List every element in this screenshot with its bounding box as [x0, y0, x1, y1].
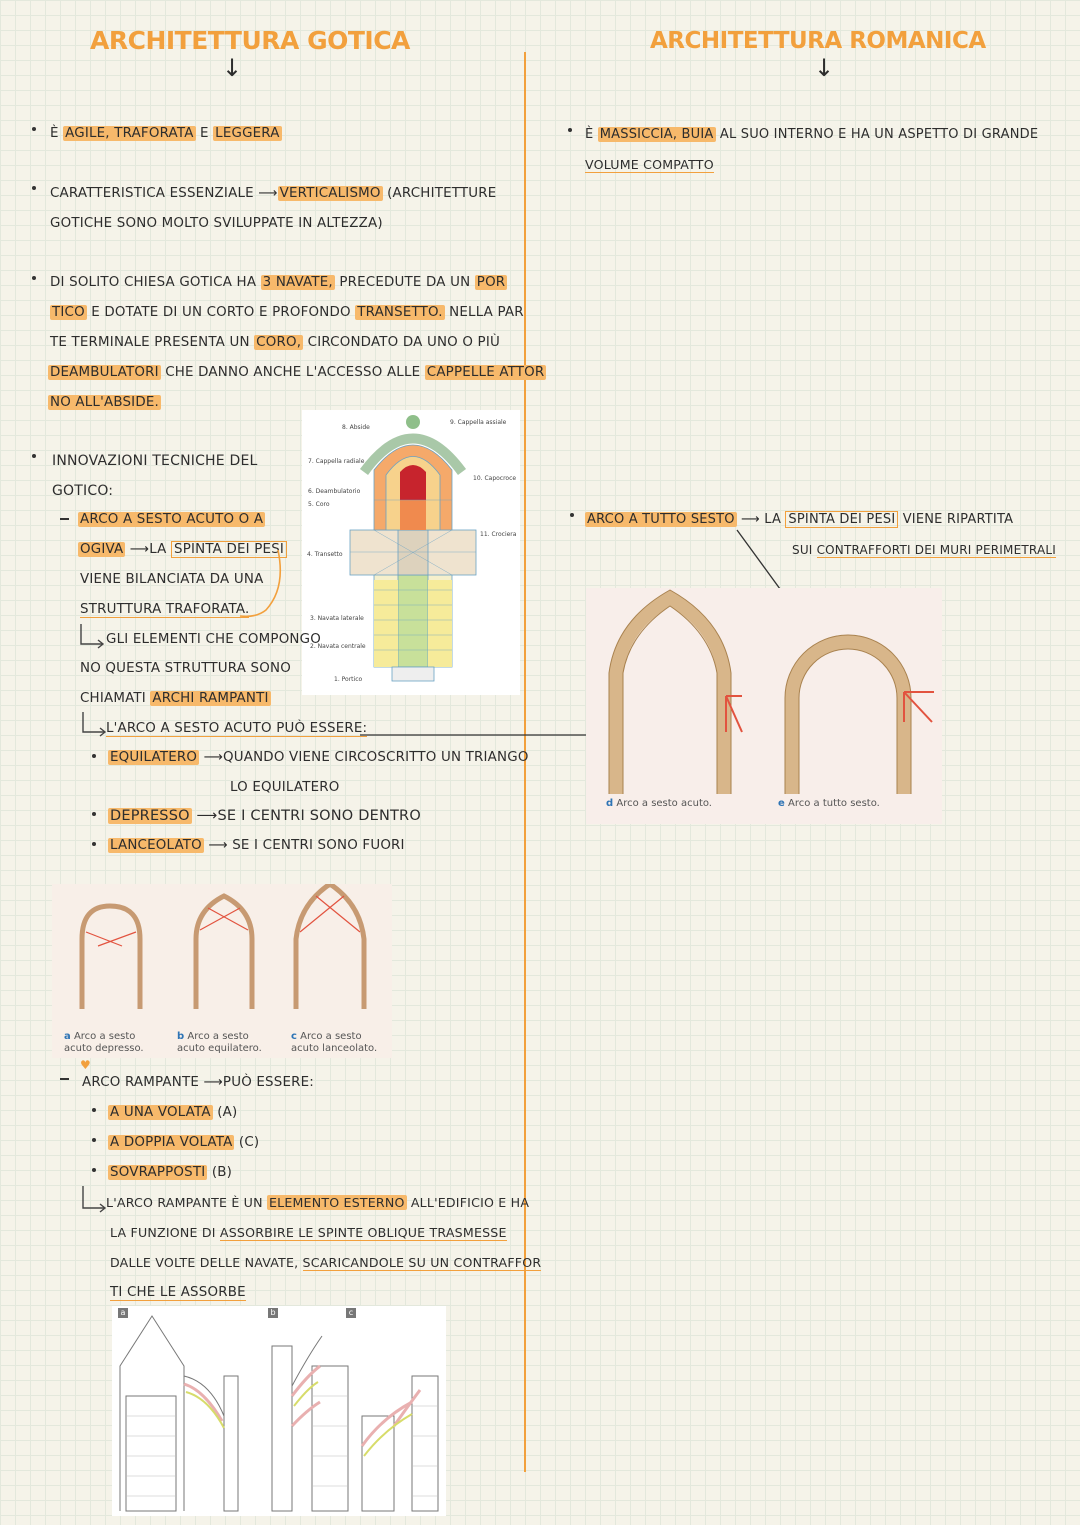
pointed-arches-figure: [52, 884, 392, 1058]
rampante-desc-2: LA FUNZIONE DI ASSORBIRE LE SPINTE OBLIQUE TRASMESSE: [110, 1225, 507, 1240]
rampante-desc-3: DALLE VOLTE DELLE NAVATE, SCARICANDOLE SU UN CONTRAFFOR: [110, 1255, 542, 1270]
plan-label-abside: 8. Abside: [342, 424, 370, 431]
caption-lanceolato: c Arco a sesto acuto lanceolato.: [291, 1031, 378, 1054]
acuto-line-2: OGIVA ⟶LA SPINTA DEI PESI: [78, 540, 287, 560]
plan-label-navata-centrale: 2. Navata centrale: [310, 643, 366, 650]
plan-label-portico: 1. Portico: [334, 676, 363, 683]
gothic-intro: È AGILE, TRAFORATA E LEGGERA: [50, 126, 280, 141]
bullet-icon: [570, 513, 574, 517]
buttress-label-c: c: [346, 1308, 356, 1318]
romanesque-title: ARCHITETTURA ROMANICA: [650, 28, 986, 54]
type-lanceolato: LANCEOLATO ⟶ SE I CENTRI SONO FUORI: [110, 838, 405, 853]
plan-label-capocroce: 10. Capocroce: [473, 475, 517, 482]
acuto-line-3: VIENE BILANCIATA DA UNA: [80, 572, 264, 587]
rampante-desc-1: L'ARCO RAMPANTE È UN ELEMENTO ESTERNO ALL'EDIFICIO E HA: [106, 1195, 530, 1210]
plan-label-coro: 5. Coro: [308, 501, 330, 508]
plan-label-transetto: 4. Transetto: [307, 551, 343, 558]
caption-depresso: a Arco a sesto acuto depresso.: [64, 1031, 144, 1054]
bullet-icon: [92, 842, 96, 846]
arch-comparison-figure: [586, 588, 942, 824]
cathedral-plan-figure: [302, 410, 520, 695]
romanesque-intro: È MASSICCIA, BUIA AL SUO INTERNO E HA UN ASPETTO DI GRANDE: [585, 127, 1039, 142]
down-arrow-icon: ↓: [222, 54, 243, 82]
romanesque-intro-cont: VOLUME COMPATTO: [585, 157, 714, 172]
type-equilatero: EQUILATERO ⟶QUANDO VIENE CIRCOSCRITTO UN TRIANGO: [110, 750, 529, 765]
cathedral-plan-svg: [302, 410, 520, 695]
pointed-arches-svg: [52, 884, 392, 1014]
plan-text-5: NO ALL'ABSIDE.: [50, 395, 159, 410]
plan-text-3: TE TERMINALE PRESENTA UN CORO, CIRCONDATO DA UNO O PIÙ: [50, 335, 500, 350]
bullet-icon: [92, 1108, 96, 1112]
bullet-icon: [568, 128, 572, 132]
bullet-icon: [32, 127, 36, 131]
bullet-icon: [92, 812, 96, 816]
plan-label-deambulatorio: 6. Deambulatorio: [308, 488, 361, 495]
type-depresso: DEPRESSO ⟶SE I CENTRI SONO DENTRO: [110, 808, 421, 824]
buttress-label-a: a: [118, 1308, 128, 1318]
bullet-icon: [32, 186, 36, 190]
acuto-line-1: ARCO A SESTO ACUTO O A: [80, 512, 264, 527]
plan-text-1: DI SOLITO CHIESA GOTICA HA 3 NAVATE, PRECEDUTE DA UN POR: [50, 275, 506, 290]
caption-tutto-sesto: e Arco a tutto sesto.: [778, 798, 880, 809]
bullet-icon: [92, 754, 96, 758]
gothic-characteristic-cont: GOTICHE SONO MOLTO SVILUPPATE IN ALTEZZA): [50, 216, 383, 231]
bullet-icon: [32, 276, 36, 280]
acuto-line-7: CHIAMATI ARCHI RAMPANTI: [80, 691, 269, 706]
plan-text-2: TICO E DOTATE DI UN CORTO E PROFONDO TRANSETTO. NELLA PAR: [52, 305, 524, 320]
plan-label-cappella-assiale: 9. Cappella assiale: [450, 419, 507, 426]
rampante-line-1: ARCO RAMPANTE ⟶PUÒ ESSERE:: [82, 1075, 314, 1090]
rampante-type-3: SOVRAPPOSTI (B): [110, 1165, 233, 1180]
caption-sesto-acuto: d Arco a sesto acuto.: [606, 798, 712, 809]
down-arrow-icon: ↓: [814, 54, 835, 82]
flying-buttress-svg: [112, 1306, 446, 1516]
acuto-line-6: NO QUESTA STRUTTURA SONO: [80, 661, 291, 676]
return-arrow-icon: [78, 622, 108, 650]
innovations-title: INNOVAZIONI TECNICHE DEL: [52, 453, 258, 469]
bullet-icon: [92, 1138, 96, 1142]
bullet-icon: [32, 454, 36, 458]
gothic-title: ARCHITETTURA GOTICA: [90, 26, 410, 55]
rampante-type-2: A DOPPIA VOLATA (C): [110, 1135, 260, 1150]
rampante-type-1: A UNA VOLATA (A): [110, 1105, 238, 1120]
gothic-characteristic: CARATTERISTICA ESSENZIALE ⟶ VERTICALISMO (ARCHITETTURE: [50, 186, 497, 201]
long-arrow: [360, 728, 612, 742]
acuto-line-4: STRUTTURA TRAFORATA.: [80, 602, 250, 617]
arch-comparison-svg: [586, 588, 942, 794]
buttress-label-b: b: [268, 1308, 278, 1318]
bullet-icon: [92, 1168, 96, 1172]
romanesque-arch: ARCO A TUTTO SESTO ⟶ LA SPINTA DEI PESI VIENE RIPARTITA: [587, 512, 1014, 527]
rampante-desc-4: TI CHE LE ASSORBE: [110, 1285, 246, 1300]
heart-icon: ♥: [80, 1058, 91, 1072]
dash-icon: [60, 1078, 69, 1080]
innovations-title-cont: GOTICO:: [52, 483, 114, 499]
romanesque-arch-cont: SUI CONTRAFFORTI DEI MURI PERIMETRALI: [792, 543, 1057, 557]
dash-icon: [60, 518, 69, 520]
plan-label-navata-laterale: 3. Navata laterale: [310, 615, 364, 622]
plan-label-cappella-radiale: 7. Cappella radiale: [308, 458, 365, 465]
acuto-line-8: L'ARCO A SESTO ACUTO PUÒ ESSERE:: [106, 721, 368, 736]
plan-label-crociera: 11. Crociera: [480, 531, 517, 538]
flying-buttress-figure: [112, 1306, 446, 1516]
plan-text-4: DEAMBULATORI CHE DANNO ANCHE L'ACCESSO ALLE CAPPELLE ATTOR: [50, 365, 545, 380]
acuto-line-5: GLI ELEMENTI CHE COMPONGO: [106, 632, 321, 647]
caption-equilatero: b Arco a sesto acuto equilatero.: [177, 1031, 262, 1054]
type-equilatero-cont: LO EQUILATERO: [230, 780, 340, 795]
